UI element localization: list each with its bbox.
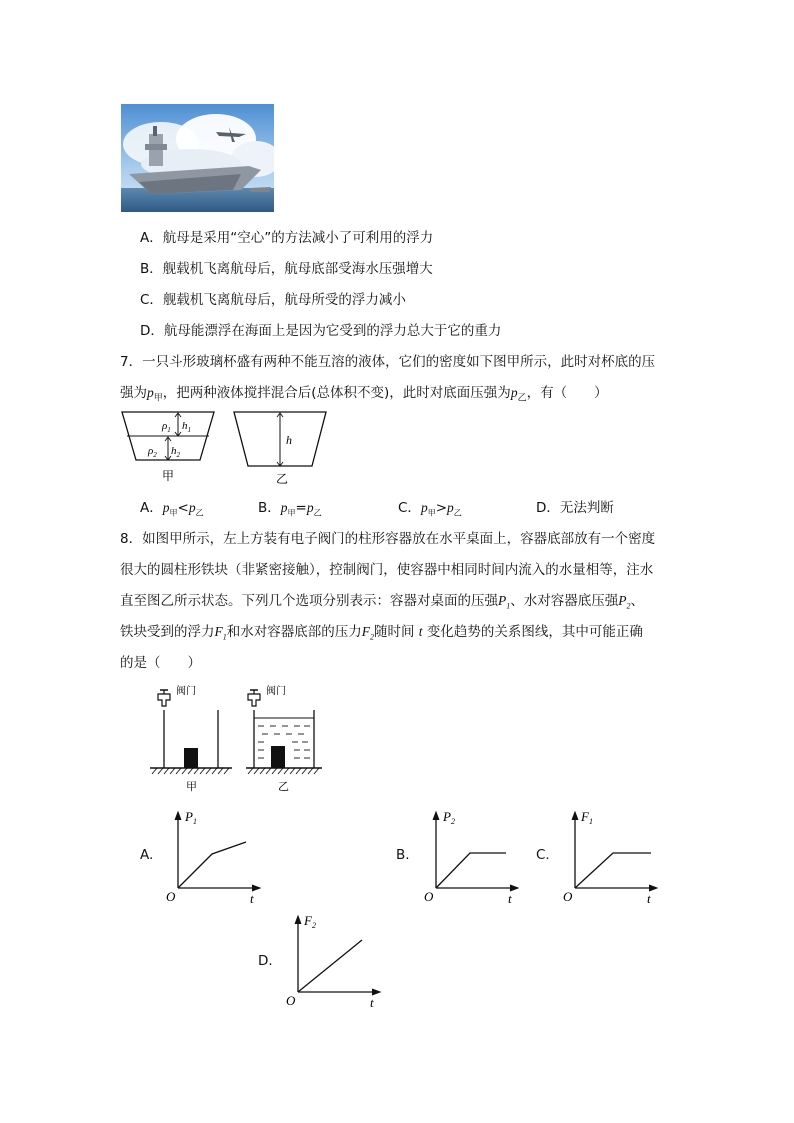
q8-figure-yi [238,684,328,794]
q8-graph-a[interactable] [160,806,270,906]
svg-text:ρ1: $\rho_1$ [162,420,171,434]
svg-text:O: O [286,993,296,1008]
svg-text:h1: $h_1$ [182,420,191,434]
q8-option-c-label[interactable]: C. [536,847,550,863]
svg-text:O: O [424,889,434,904]
q8-stem-line4: 铁块受到的浮力$F_1$和水对容器底部的压力$F_2$随时间 t 变化趋势的关系图线，其中可能正确 [120,624,643,642]
q7-stem-line2: 强为$p_甲$，把两种液体搅拌混合后(总体积不变)，此时对底面压强为$p_乙$，有（ ） [120,385,608,404]
svg-text:h2: $h_2$ [171,445,180,459]
q6-option-a[interactable]: A．航母是采用“空心”的方法减小了可利用的浮力 [140,230,434,246]
q8-stem-line2: 很大的圆柱形铁块（非紧密接触），控制阀门，使容器中相同时间内流入的水量相等，注水 [120,562,654,578]
svg-text:t: t [370,995,374,1010]
q6-option-d[interactable]: D．航母能漂浮在海面上是因为它受到的浮力总大于它的重力 [140,323,502,339]
svg-text:乙: 乙 [276,472,289,486]
q8-stem-line3: 直至图乙所示状态。下列几个选项分别表示：容器对桌面的压强$P_1$、水对容器底压强$P_2$、 [120,593,644,611]
q7-option-d[interactable]: D．无法判断 [536,500,614,516]
svg-text:阀门: 阀门 [176,686,196,697]
svg-text:阀门: 阀门 [266,686,286,697]
q8-graph-c[interactable] [557,806,667,906]
svg-text:乙: 乙 [278,781,289,793]
q7-option-a[interactable]: A．$p_甲<p_乙$ [140,500,204,518]
svg-text:t: t [250,891,254,906]
svg-text:ρ2: $\rho_2$ [148,445,157,459]
q8-option-b-label[interactable]: B. [396,847,410,863]
q8-graph-b[interactable] [418,806,528,906]
svg-text:F1: $F_1$ [581,809,593,826]
q8-option-a-label[interactable]: A. [140,847,154,863]
q7-option-b[interactable]: B．$p_甲=p_乙$ [258,500,322,518]
q7-stem-line1: 7．一只斗形玻璃杯盛有两种不能互溶的液体，它们的密度如下图甲所示，此时对杯底的压 [120,354,656,370]
svg-text:O: O [166,889,176,904]
svg-text:O: O [563,889,573,904]
svg-text:F2: $F_2$ [304,913,316,930]
q6-option-c[interactable]: C．舰载机飞离航母后，航母所受的浮力减小 [140,292,406,308]
q8-stem-line1: 8．如图甲所示，左上方装有电子阀门的柱形容器放在水平桌面上，容器底部放有一个密度 [120,531,656,547]
q8-graph-a-ylabel: $P_1$ [185,809,197,826]
svg-text:甲: 甲 [186,781,197,793]
svg-text:甲: 甲 [162,469,175,483]
q8-option-d-label[interactable]: D. [258,953,273,969]
aircraft-carrier-photo [121,104,274,212]
q6-option-b[interactable]: B．舰载机飞离航母后，航母底部受海水压强增大 [140,261,433,277]
svg-text:h: h [286,433,292,447]
q8-graph-d[interactable] [280,910,390,1010]
q7-figure-jia [118,408,218,488]
q7-option-c[interactable]: C．$p_甲>p_乙$ [398,500,462,518]
svg-text:t: t [508,891,512,906]
q7-figure-yi [230,408,330,488]
svg-text:P2: $P_2$ [443,809,455,826]
q8-figure-jia [148,684,238,794]
q8-stem-line5: 的是（ ） [120,655,201,671]
svg-text:t: t [647,891,651,906]
